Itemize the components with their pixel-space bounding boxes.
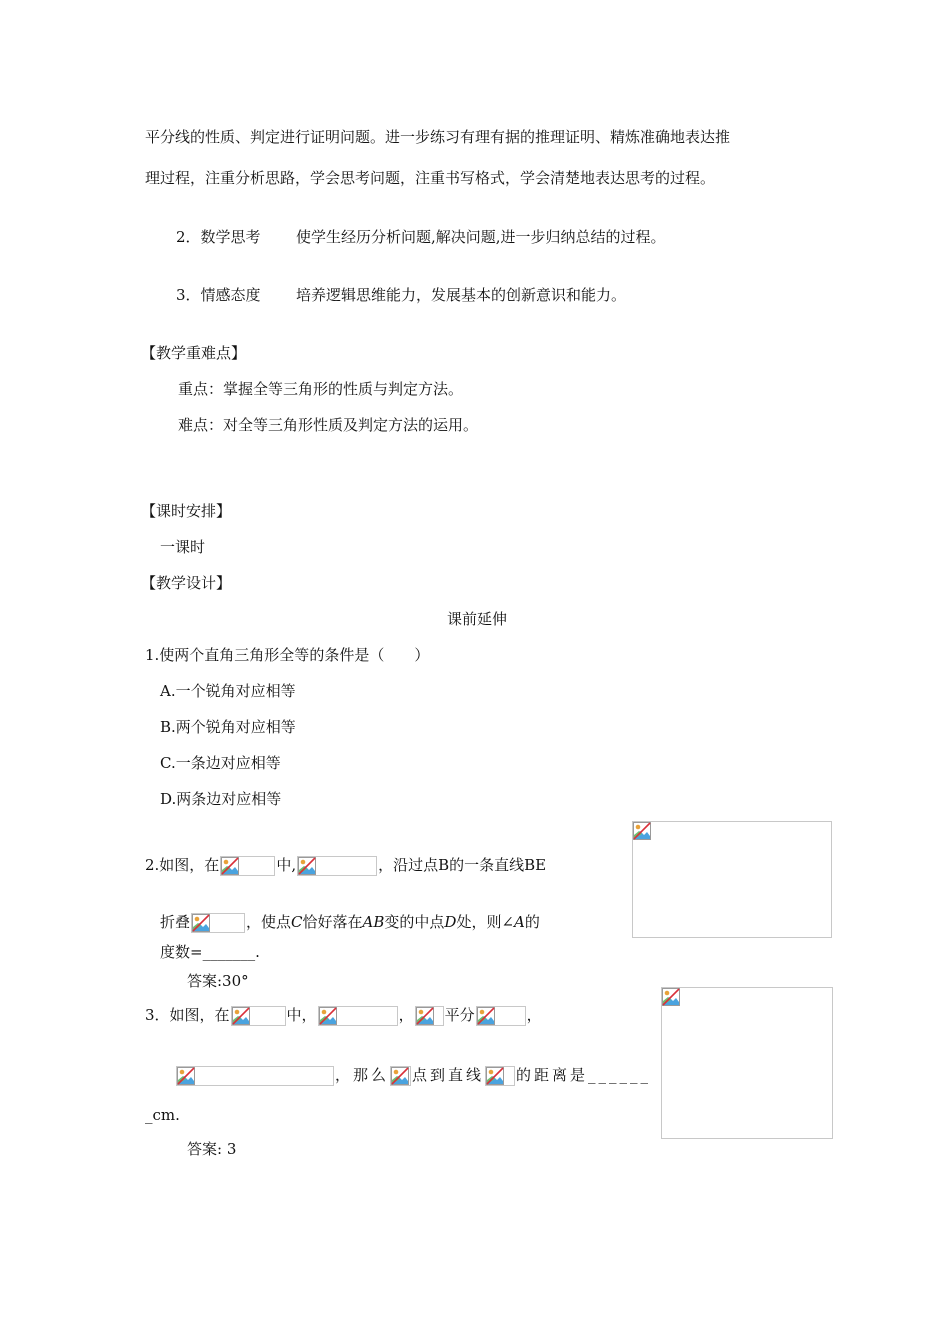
- q2-line-1: [145, 855, 546, 876]
- q2-text-4: 折叠: [160, 913, 191, 931]
- q3-line-1: [145, 1005, 542, 1026]
- q2-text-2: 中,: [276, 856, 297, 874]
- q2-var-ab: AB: [362, 913, 385, 931]
- q3-formula-triangle: [231, 1006, 286, 1026]
- q2-text-1: 2.如图，在: [145, 856, 220, 874]
- q2-formula-fold: [191, 913, 245, 933]
- q1-option-c: C.一条边对应相等: [160, 754, 281, 772]
- intro-line-1: 平分线的性质、判定进行证明问题。进一步练习有理有据的推理证明、精炼准确地表达推: [145, 128, 731, 146]
- q2-line-3: 度数=_______.: [160, 943, 260, 961]
- broken-image-icon: [416, 1007, 434, 1025]
- broken-image-icon: [192, 914, 210, 932]
- q3-text-7: 点到直线: [412, 1066, 485, 1084]
- q2-text-7: 恰好落在: [302, 913, 363, 931]
- q3-text-4: 平分: [444, 1006, 475, 1024]
- q3-figure: [661, 987, 833, 1139]
- design-heading: 【教学设计】: [141, 574, 232, 592]
- broken-image-icon: [298, 857, 316, 875]
- broken-image-icon: [177, 1067, 195, 1085]
- keypoint-difficult: 难点：对全等三角形性质及判定方法的运用。: [178, 416, 479, 434]
- q1-option-a: A.一个锐角对应相等: [160, 682, 296, 700]
- q3-answer: 答案: 3: [187, 1140, 237, 1158]
- keypoint-key: 重点：掌握全等三角形的性质与判定方法。: [178, 380, 464, 398]
- q2-line-2: [160, 912, 540, 933]
- q2-answer: 答案:30°: [187, 972, 249, 990]
- q2-figure: [632, 821, 832, 938]
- broken-image-icon: [477, 1007, 495, 1025]
- q3-formula-ab: [485, 1066, 515, 1086]
- goal-2-text: 使学生经历分析问题,解决问题,进一步归纳总结的过程。: [296, 228, 666, 246]
- q1-option-d: D.两条边对应相等: [160, 790, 282, 808]
- q2-var-d: D: [444, 913, 457, 931]
- q3-text-2: 中，: [286, 1006, 317, 1024]
- q1-option-b: B.两个锐角对应相等: [160, 718, 296, 736]
- q2-formula-triangle: [220, 856, 275, 876]
- q3-text-3: ，: [398, 1006, 414, 1024]
- q2-formula-condition: [297, 856, 377, 876]
- q3-line-2: [175, 1065, 651, 1086]
- goal-2-label: 2．数学思考: [176, 228, 261, 246]
- goal-3-label: 3．情感态度: [176, 286, 261, 304]
- broken-image-icon: [319, 1007, 337, 1025]
- q2-text-3: ，沿过点B的一条直线BE: [378, 856, 547, 874]
- q2-text-13: 的: [524, 913, 540, 931]
- schedule-heading: 【课时安排】: [141, 502, 232, 520]
- q2-var-c: C: [291, 913, 303, 931]
- q2-text-5: ，使点: [246, 913, 292, 931]
- q3-formula-length: [176, 1066, 334, 1086]
- goal-3-text: 培养逻辑思维能力，发展基本的创新意识和能力。: [296, 286, 627, 304]
- q3-text-6: ，那么: [335, 1066, 390, 1084]
- section-title: 课前延伸: [447, 610, 508, 628]
- q3-text-5: ，: [526, 1006, 542, 1024]
- keypoints-heading: 【教学重难点】: [141, 344, 247, 362]
- q3-text-1: 3．如图，在: [145, 1006, 230, 1024]
- broken-image-icon: [232, 1007, 250, 1025]
- q2-text-9: 变的中点: [384, 913, 445, 931]
- q3-formula-line: [415, 1006, 444, 1026]
- q3-text-8: 的距离是______: [516, 1066, 652, 1084]
- broken-image-icon: [221, 857, 239, 875]
- q3-line-3: _cm.: [145, 1106, 180, 1124]
- q3-formula-bisected: [476, 1006, 526, 1026]
- q1-stem: 1.使两个直角三角形全等的条件是（ ）: [145, 646, 430, 664]
- intro-line-2: 理过程，注重分析思路，学会思考问题，注重书写格式，学会清楚地表达思考的过程。: [145, 169, 716, 187]
- q3-formula-angle: [318, 1006, 398, 1026]
- broken-image-icon: [391, 1067, 409, 1085]
- schedule-value: 一课时: [160, 538, 206, 556]
- broken-image-icon: [662, 988, 680, 1006]
- q3-formula-point: [390, 1066, 411, 1086]
- q2-var-a: A: [514, 913, 525, 931]
- q2-text-11: 处，则∠: [456, 913, 515, 931]
- broken-image-icon: [633, 822, 651, 840]
- broken-image-icon: [486, 1067, 504, 1085]
